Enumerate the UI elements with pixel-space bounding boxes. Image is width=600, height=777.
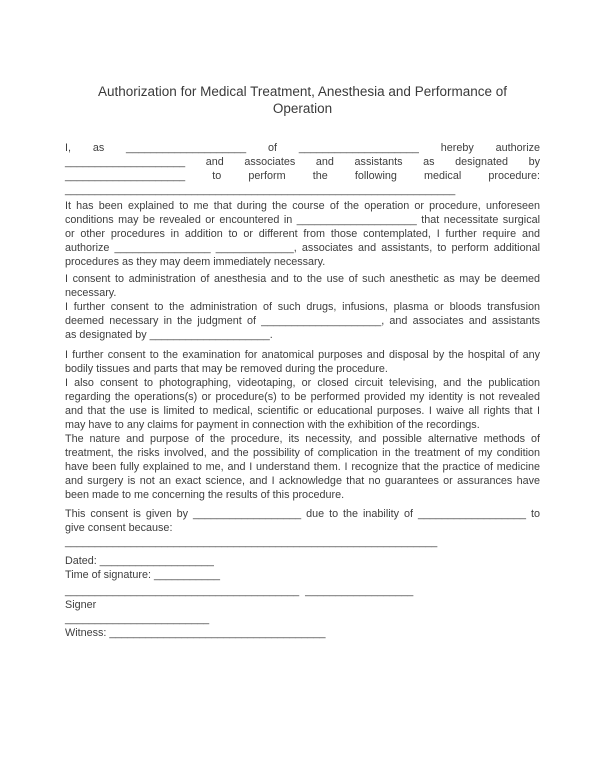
nature-purpose-paragraph xyxy=(65,432,540,502)
consent-inability-paragraph xyxy=(65,507,540,549)
photography-consent-paragraph-line-3: and that the use is limited to medical, scientific or educational purposes. I waive all rights that I xyxy=(65,405,540,417)
nature-purpose-paragraph-line-2: treatment, the risks involved, and the possibility of complication in the treatment of my condition xyxy=(65,447,540,459)
form-title-line-2: Operation xyxy=(272,101,333,116)
authorization-intro-paragraph-line-2: ____________________ and associates and assistants as designated by xyxy=(65,156,540,168)
authorization-intro-paragraph-line-1: I, as ____________________ of ____________________ hereby authorize xyxy=(65,142,540,154)
drugs-transfusion-paragraph-line-1: I further consent to the administration of such drugs, infusions, plasma or bloods transfusion xyxy=(65,301,540,313)
unforeseen-conditions-paragraph-line-1: It has been explained to me that during the course of the operation or procedure, unforeseen xyxy=(65,200,540,212)
signer-label: Signer xyxy=(65,599,97,611)
signature-rule: _______________________________________ __________________ xyxy=(65,585,414,597)
unforeseen-conditions-paragraph-line-2: conditions may be revealed or encountered in ____________________ that necessitate surgical xyxy=(65,214,540,226)
document-page xyxy=(65,83,540,640)
reason-blank-line: ______________________________________________________________ xyxy=(65,536,438,548)
photography-consent-paragraph xyxy=(65,376,540,432)
unforeseen-conditions-paragraph-line-3: or other procedures in addition to or different from those contemplated, I further require and xyxy=(65,228,540,240)
nature-purpose-paragraph-line-4: and surgery is not an exact science, and I acknowledge that no guarantees or assurances have xyxy=(65,475,540,487)
unforeseen-conditions-paragraph-line-5: procedures as they may deem immediately necessary. xyxy=(65,256,326,268)
anesthesia-consent-paragraph-line-1: I consent to administration of anesthesia and to the use of such anesthetic as may be deemed xyxy=(65,273,540,285)
anesthesia-consent-paragraph-line-2: necessary. xyxy=(65,287,117,299)
nature-purpose-paragraph-line-3: have been fully explained to me, and I understand them. I recognize that the practice of medicine xyxy=(65,461,540,473)
nature-purpose-paragraph-line-1: The nature and purpose of the procedure, its necessity, and possible alternative methods of xyxy=(65,433,540,445)
anatomical-disposal-paragraph xyxy=(65,348,540,376)
witness-field: Witness: ____________________________________ xyxy=(65,627,326,639)
form-title-line-1: Authorization for Medical Treatment, Anesthesia and Performance of xyxy=(98,84,507,99)
photography-consent-paragraph-line-1: I also consent to photographing, videotaping, or closed circuit televising, and the publication xyxy=(65,377,540,389)
document-body xyxy=(65,141,540,640)
anatomical-disposal-paragraph-line-1: I further consent to the examination for anatomical purposes and disposal by the hospital of any xyxy=(65,349,540,361)
witness-section xyxy=(65,612,540,640)
nature-purpose-paragraph-line-5: been made to me concerning the results of this procedure. xyxy=(65,489,345,501)
form-title xyxy=(65,83,540,117)
signer-section xyxy=(65,584,540,612)
dated-time-section xyxy=(65,554,540,582)
unforeseen-conditions-paragraph xyxy=(65,199,540,269)
anatomical-disposal-paragraph-line-2: bodily tissues and parts that may be removed during the procedure. xyxy=(65,363,388,375)
photography-consent-paragraph-line-4: may have to any claims for payment in connection with the exhibition of the recordings. xyxy=(65,419,480,431)
consent-inability-paragraph-line-1: This consent is given by __________________ due to the inability of __________________ to xyxy=(65,508,540,520)
authorization-intro-paragraph xyxy=(65,141,540,197)
photography-consent-paragraph-line-2: regarding the operations(s) or procedure(s) to be performed provided my identity is not revealed xyxy=(65,391,540,403)
anesthesia-consent-paragraph xyxy=(65,272,540,300)
witness-rule: ________________________ xyxy=(65,613,210,625)
drugs-transfusion-paragraph-line-2: deemed necessary in the judgment of ____________________, and associates and assistants xyxy=(65,315,540,327)
unforeseen-conditions-paragraph-line-4: authorize ________________ _____________, associates and assistants, to perform additional xyxy=(65,242,540,254)
drugs-transfusion-paragraph-line-3: as designated by ____________________. xyxy=(65,329,273,341)
time-of-signature-field: Time of signature: ___________ xyxy=(65,569,221,581)
drugs-transfusion-paragraph xyxy=(65,300,540,342)
procedure-blank-line: _________________________________________________________________ xyxy=(65,184,456,196)
consent-inability-paragraph-line-2: give consent because: xyxy=(65,522,173,534)
dated-field: Dated: ___________________ xyxy=(65,555,214,567)
authorization-intro-paragraph-line-3: ____________________ to perform the following medical procedure: xyxy=(65,170,540,182)
